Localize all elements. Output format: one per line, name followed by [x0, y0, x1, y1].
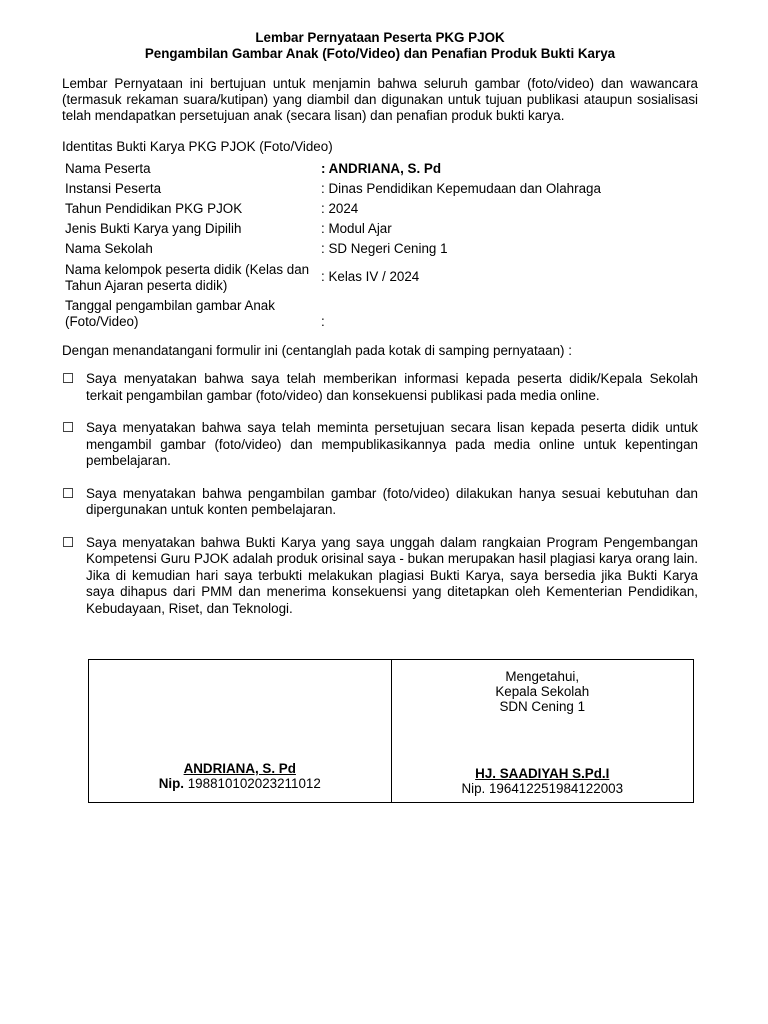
- identity-row: [62, 295, 698, 331]
- identity-row: [62, 199, 698, 219]
- participant-name: ANDRIANA, S. Pd: [183, 761, 296, 776]
- identity-heading: Identitas Bukti Karya PKG PJOK (Foto/Video): [62, 139, 333, 154]
- signing-instruction: Dengan menandatangani formulir ini (centanglah pada kotak di samping pernyataan) :: [62, 343, 572, 358]
- statement-text: Saya menyatakan bahwa pengambilan gambar (foto/video) dilakukan hanya sesuai kebutuhan dan dipergunakan untuk konten pembelajaran.: [86, 485, 698, 517]
- identity-label: Tahun Pendidikan PKG PJOK: [65, 201, 243, 216]
- principal-approval-block: [392, 669, 694, 714]
- identity-value: : SD Negeri Cening 1: [321, 241, 448, 256]
- identity-label: Jenis Bukti Karya yang Dipilih: [65, 221, 242, 236]
- identity-row: [62, 219, 698, 239]
- signature-table: [88, 659, 694, 803]
- principal-nip: Nip. 196412251984122003: [461, 781, 624, 796]
- identity-row: [62, 179, 698, 199]
- principal-signature-cell: [391, 660, 694, 802]
- document-title-line1: Lembar Pernyataan Peserta PKG PJOK: [255, 30, 505, 45]
- identity-label: Nama Peserta: [65, 161, 151, 176]
- school-name: SDN Cening 1: [499, 699, 586, 714]
- checkbox[interactable]: ☐: [62, 371, 75, 386]
- statement-text: Saya menyatakan bahwa Bukti Karya yang saya unggah dalam rangkaian Program Pengembangan Kompetensi Guru PJOK adalah produk orisinal saya - bukan merupakan hasil plagiasi karya orang lain. Jika di kemudian hari saya terbukti melakukan plagiasi Bukti Karya, saya bersedia jika Bukti Karya saya dihapus dari PMM dan menerima konsekuensi yang ditetapkan oleh Kementerian Pendidikan, Kebudayaan, Riset, dan Teknologi.: [86, 534, 698, 616]
- identity-value: : Dinas Pendidikan Kepemudaan dan Olahraga: [321, 181, 601, 196]
- identity-label: Nama kelompok peserta didik (Kelas dan Tahun Ajaran peserta didik): [65, 262, 310, 293]
- statement-item: [62, 486, 698, 519]
- statement-text: Saya menyatakan bahwa saya telah memberikan informasi kepada peserta didik/Kepala Sekolah terkait pengambilan gambar (foto/video) dan konsekuensi publikasi pada media online.: [86, 371, 698, 403]
- participant-signature-cell: [89, 660, 391, 802]
- identity-row: [62, 159, 698, 179]
- identity-label: Tanggal pengambilan gambar Anak (Foto/Video): [65, 298, 275, 329]
- identity-value: : Kelas IV / 2024: [321, 269, 420, 284]
- checkbox[interactable]: ☐: [62, 485, 75, 501]
- identity-value: : 2024: [321, 201, 359, 216]
- checkbox[interactable]: ☐: [62, 420, 75, 435]
- nip-value: 198810102023211012: [187, 776, 321, 791]
- identity-value: : ANDRIANA, S. Pd: [321, 161, 442, 176]
- identity-value: : Modul Ajar: [321, 221, 392, 236]
- statement-item: [62, 420, 698, 470]
- participant-nip: [89, 776, 391, 791]
- statement-text: Saya menyatakan bahwa saya telah meminta persetujuan secara lisan kepada peserta didik untuk mengambil gambar (foto/video) dan mempublikasikannya pada media online untuk kepentingan pembelajaran.: [86, 420, 698, 468]
- statement-item: [62, 371, 698, 404]
- identity-value: :: [321, 314, 325, 329]
- document-title-line2: Pengambilan Gambar Anak (Foto/Video) dan Penafian Produk Bukti Karya: [144, 46, 616, 61]
- identity-row: [62, 239, 698, 259]
- intro-paragraph: Lembar Pernyataan ini bertujuan untuk menjamin bahwa seluruh gambar (foto/video) dan wawancara (termasuk rekaman suara/kutipan) yang diambil dan digunakan untuk tujuan publikasi ataupun sosialisasi telah mendapatkan persetujuan anak (secara lisan) dan penafian produk bukti karya.: [62, 76, 698, 123]
- document-body: [62, 30, 698, 617]
- approval-label: Mengetahui,: [505, 669, 580, 684]
- identity-row: [62, 259, 698, 295]
- nip-label: Nip.: [158, 776, 184, 791]
- principal-name: HJ. SAADIYAH S.Pd.I: [475, 766, 610, 781]
- identity-table: [62, 159, 698, 331]
- principal-title: Kepala Sekolah: [495, 684, 590, 699]
- statement-item: [62, 535, 698, 618]
- identity-label: Nama Sekolah: [65, 241, 153, 256]
- checkbox[interactable]: ☐: [62, 534, 75, 550]
- identity-label: Instansi Peserta: [65, 181, 162, 196]
